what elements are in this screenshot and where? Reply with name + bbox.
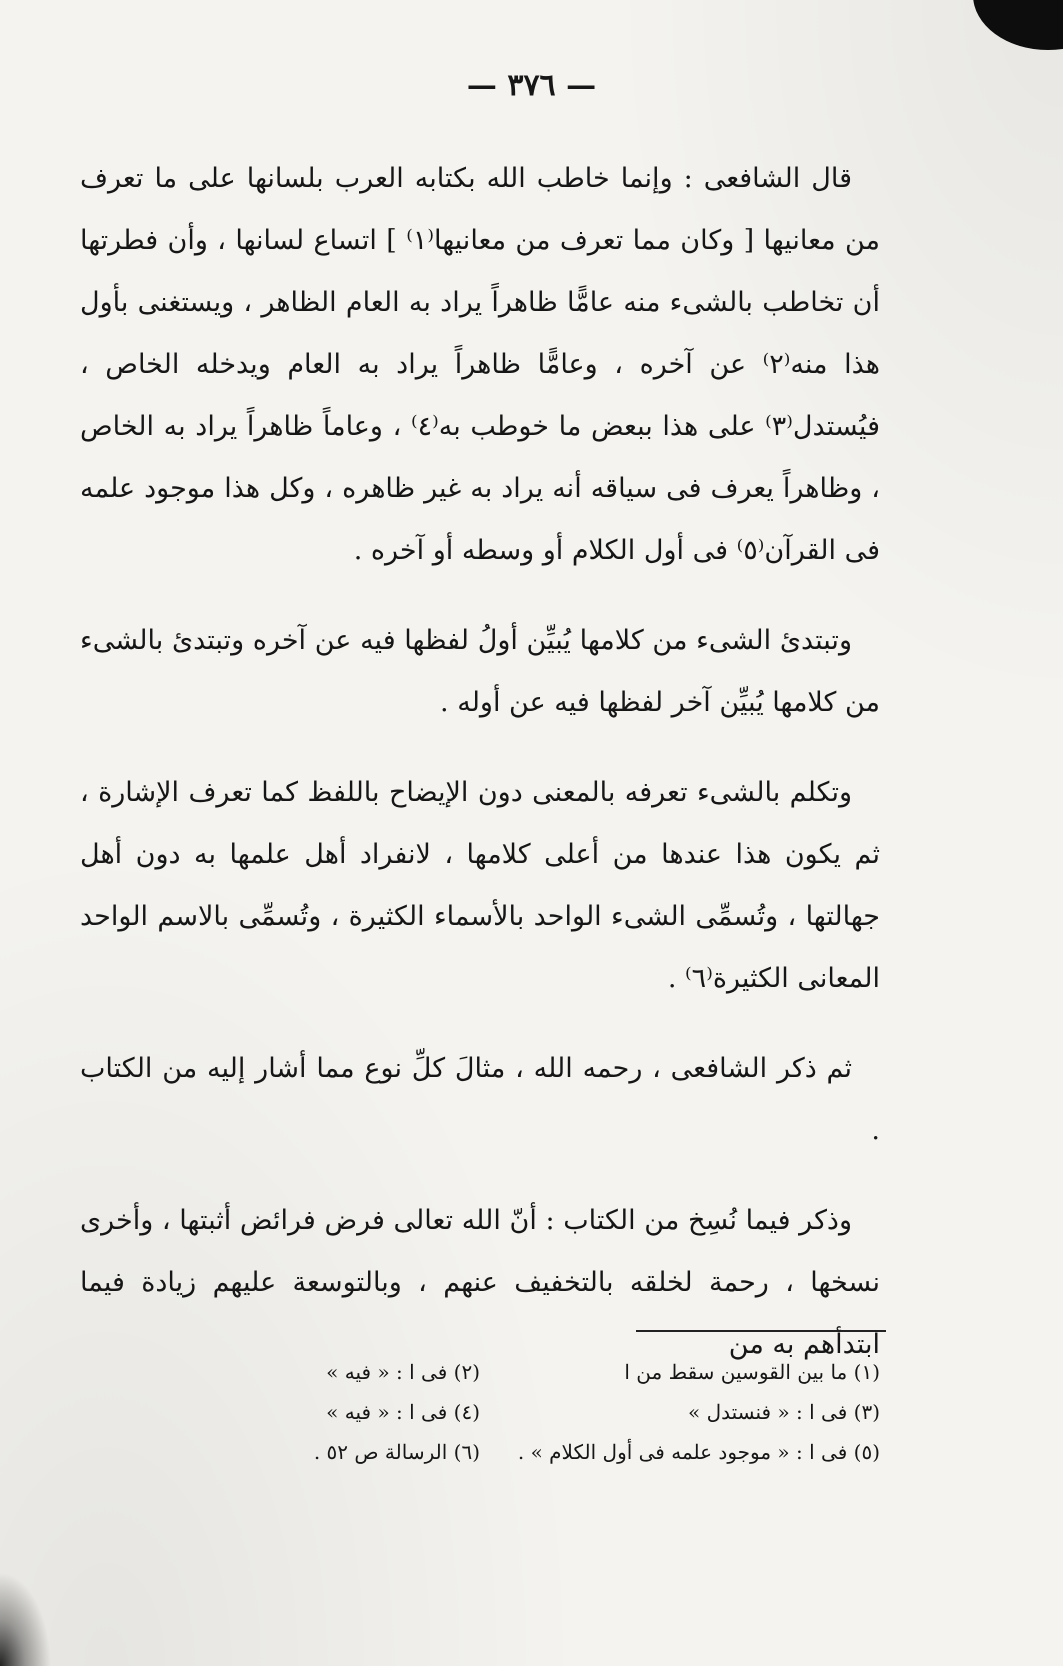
paragraph-4: ثم ذكر الشافعى ، رحمه الله ، مثالَ كلِّ نوع مما أشار إليه من الكتاب . bbox=[80, 1053, 880, 1146]
page-number: — ٣٧٦ — bbox=[466, 68, 597, 103]
body-text bbox=[80, 148, 880, 1404]
footnote-2: (٢) فى ا : « فيه » bbox=[326, 1360, 480, 1384]
footnote-row bbox=[80, 1392, 880, 1432]
paragraph-5: وذكر فيما نُسِخ من الكتاب : أنّ الله تعالى فرض فرائض أثبتها ، وأخرى نسخها ، رحمة لخلقه بالتخفيف عنهم ، وبالتوسعة عليهم زيادة فيما ابتدأهم به من bbox=[80, 1205, 880, 1360]
footnote-divider bbox=[636, 1330, 886, 1332]
paragraph-2: وتبتدئ الشىء من كلامها يُبيِّن أولُ لفظها فيه عن آخره وتبتدئ بالشىء من كلامها يُبيِّن آخر لفظها فيه عن أوله . bbox=[80, 625, 880, 718]
footnote-1: (١) ما بين القوسين سقط من ا bbox=[624, 1360, 880, 1384]
footnote-row bbox=[80, 1352, 880, 1392]
corner-smudge bbox=[0, 1556, 60, 1666]
footnote-5: (٥) فى ا : « موجود علمه فى أول الكلام » . bbox=[517, 1440, 880, 1464]
footnote-3: (٣) فى ا : « فنستدل » bbox=[687, 1400, 880, 1424]
footnote-row bbox=[80, 1432, 880, 1472]
footnote-6: (٦) الرسالة ص ٥٢ . bbox=[313, 1440, 480, 1464]
footnote-4: (٤) فى ا : « فيه » bbox=[326, 1400, 480, 1424]
paragraph-1: قال الشافعى : وإنما خاطب الله بكتابه العرب بلسانها على ما تعرف من معانيها [ وكان مما تعرف من معانيها⁽١⁾ ] اتساع لسانها ، وأن فطرتها أن تخاطب بالشىء منه عامًّا ظاهراً يراد به العام الظاهر ، ويستغنى بأول هذا منه⁽٢⁾ عن آخره ، وعامًّا ظاهراً يراد به العام ويدخله الخاص ، فيُستدل⁽٣⁾ على هذا ببعض ما خوطب به⁽٤⁾ ، وعاماً ظاهراً يراد به الخاص ، وظاهراً يعرف فى سياقه أنه يراد به غير ظاهره ، وكل هذا موجود علمه فى القرآن⁽٥⁾ فى أول الكلام أو وسطه أو آخره . bbox=[80, 163, 880, 566]
corner-shadow bbox=[973, 0, 1063, 50]
footnotes bbox=[80, 1352, 880, 1472]
paragraph-3: وتكلم بالشىء تعرفه بالمعنى دون الإيضاح باللفظ كما تعرف الإشارة ، ثم يكون هذا عندها من أعلى كلامها ، لانفراد أهل علمها به دون أهل جهالتها ، وتُسمِّى الشىء الواحد بالأسماء الكثيرة ، وتُسمِّى بالاسم الواحد المعانى الكثيرة⁽٦⁾ . bbox=[80, 777, 880, 994]
